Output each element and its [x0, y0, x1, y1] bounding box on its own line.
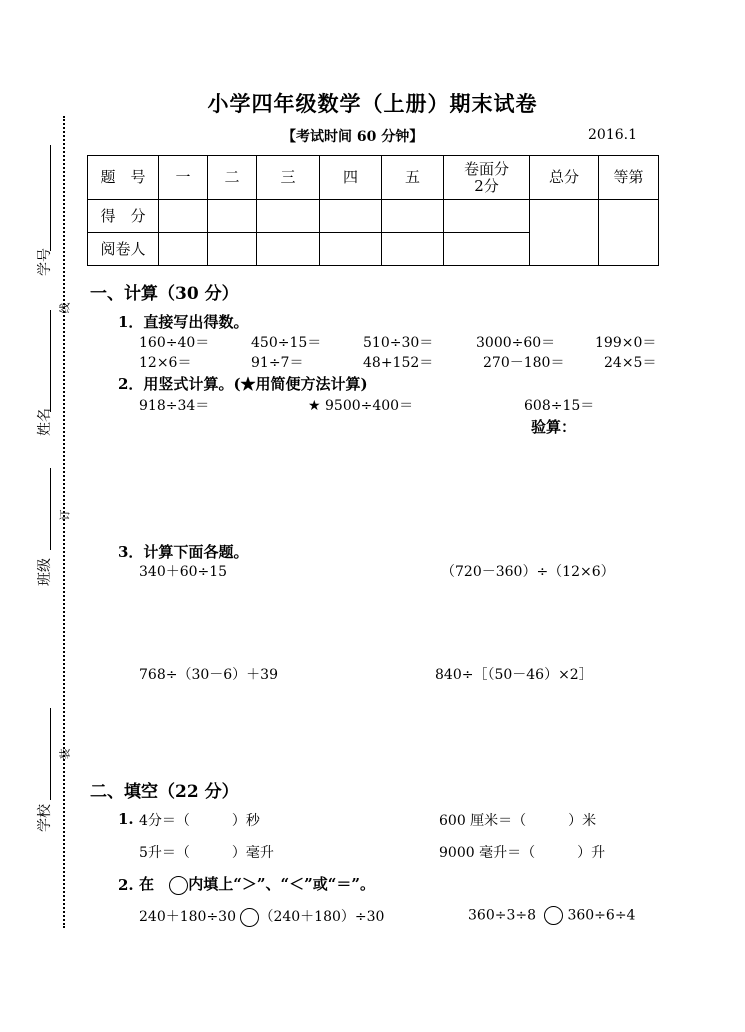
grader-cell[interactable]: [257, 233, 320, 266]
compare-right: （240＋180）÷30: [259, 909, 385, 925]
compare-item: [139, 906, 384, 927]
binding-mark-bind: 装: [58, 748, 72, 760]
total-cell[interactable]: [530, 200, 599, 266]
class-underline: [50, 468, 51, 550]
q2-2-title: [139, 873, 375, 895]
header-part-1: 一: [159, 156, 208, 200]
header-question-number: 题 号: [88, 156, 159, 200]
calc-item: 91÷7＝: [251, 355, 304, 371]
row-label-score: 得 分: [88, 200, 159, 233]
q1-2-title: 2．用竖式计算。(★用简便方法计算): [118, 375, 368, 393]
section-1-title: 一、计算（30 分）: [90, 284, 239, 304]
score-cell[interactable]: [444, 200, 530, 233]
calc-item: 270－180＝: [483, 355, 565, 371]
exam-duration: 【考试时间 60 分钟】: [282, 129, 424, 145]
score-cell[interactable]: [159, 200, 208, 233]
calc-item: 48+152＝: [363, 355, 434, 371]
header-part-3: 三: [257, 156, 320, 200]
calc-item: 199×0＝: [595, 335, 657, 351]
fill-blank-item: 4分＝（ ）秒: [139, 813, 260, 829]
grader-cell[interactable]: [208, 233, 257, 266]
score-table-row-score: [88, 200, 659, 233]
check-label: 验算：: [531, 418, 577, 436]
calc-item: 160÷40＝: [139, 335, 210, 351]
compare-circle-blank[interactable]: [544, 906, 563, 925]
vertical-calc-item: ★ 9500÷400＝: [308, 398, 414, 414]
calc-item: 3000÷60＝: [476, 335, 556, 351]
score-cell[interactable]: [208, 200, 257, 233]
compare-circle-icon: [169, 876, 188, 895]
grade-cell[interactable]: [599, 200, 659, 266]
score-cell[interactable]: [382, 200, 444, 233]
row-label-grader: 阅卷人: [88, 233, 159, 266]
name-label: 姓名: [37, 408, 53, 436]
grader-cell[interactable]: [159, 233, 208, 266]
header-neatness: [444, 156, 530, 200]
section-2-title: 二、填空（22 分）: [90, 782, 239, 802]
grader-cell[interactable]: [444, 233, 530, 266]
calc-item: 24×5＝: [604, 355, 657, 371]
header-total: 总分: [530, 156, 599, 200]
header-neatness-points: 2分: [474, 176, 499, 195]
student-id-label: 学号: [37, 248, 53, 276]
binding-dotted-line: [63, 116, 65, 928]
vertical-calc-item: 608÷15＝: [524, 398, 595, 414]
calc-item: 510÷30＝: [363, 335, 434, 351]
school-label: 学校: [37, 804, 53, 832]
calc-item: 450÷15＝: [251, 335, 322, 351]
calc-item: 12×6＝: [139, 355, 192, 371]
fill-blank-item: 9000 毫升＝（ ）升: [439, 845, 606, 861]
score-table: [87, 155, 659, 266]
school-underline: [50, 708, 51, 800]
header-part-4: 四: [320, 156, 382, 200]
fill-blank-item: 5升＝（ ）毫升: [139, 845, 274, 861]
binding-mark-line: 线: [58, 302, 72, 314]
header-part-5: 五: [382, 156, 444, 200]
class-label: 班级: [37, 558, 53, 586]
page-title: 小学四年级数学（上册）期末试卷: [207, 91, 538, 116]
q2-2-number: 2.: [118, 876, 134, 894]
expression-item: 840÷［（50－46）×2］: [435, 667, 593, 683]
score-cell[interactable]: [320, 200, 382, 233]
header-part-2: 二: [208, 156, 257, 200]
compare-right: 360÷6÷4: [567, 907, 636, 924]
expression-item: （720－360）÷（12×6）: [441, 564, 615, 580]
compare-item: [468, 906, 635, 925]
compare-left: 240＋180÷30: [139, 909, 236, 925]
grader-cell[interactable]: [320, 233, 382, 266]
expression-item: 768÷（30－6）＋39: [139, 667, 278, 683]
fill-blank-item: 600 厘米＝（ ）米: [439, 813, 597, 829]
score-cell[interactable]: [257, 200, 320, 233]
exam-date: 2016.1: [588, 127, 637, 143]
compare-circle-blank[interactable]: [240, 908, 259, 927]
compare-left: 360÷3÷8: [468, 907, 536, 924]
vertical-calc-item: 918÷34＝: [139, 398, 210, 414]
student-id-underline: [50, 145, 51, 251]
name-underline: [50, 310, 51, 412]
q2-2-title-before: 在: [139, 875, 155, 893]
grader-cell[interactable]: [382, 233, 444, 266]
q1-1-title: 1．直接写出得数。: [118, 313, 249, 331]
header-neatness-label: 卷面分: [463, 159, 509, 178]
score-table-header-row: [88, 156, 659, 200]
q1-3-title: 3．计算下面各题。: [118, 543, 249, 561]
header-grade: 等第: [599, 156, 659, 200]
q2-2-title-after: 内填上“＞”、“＜”或“＝”。: [188, 875, 376, 893]
q2-1-number: 1.: [118, 810, 134, 828]
expression-item: 340＋60÷15: [139, 564, 228, 580]
binding-mark-order: 订: [58, 509, 72, 521]
